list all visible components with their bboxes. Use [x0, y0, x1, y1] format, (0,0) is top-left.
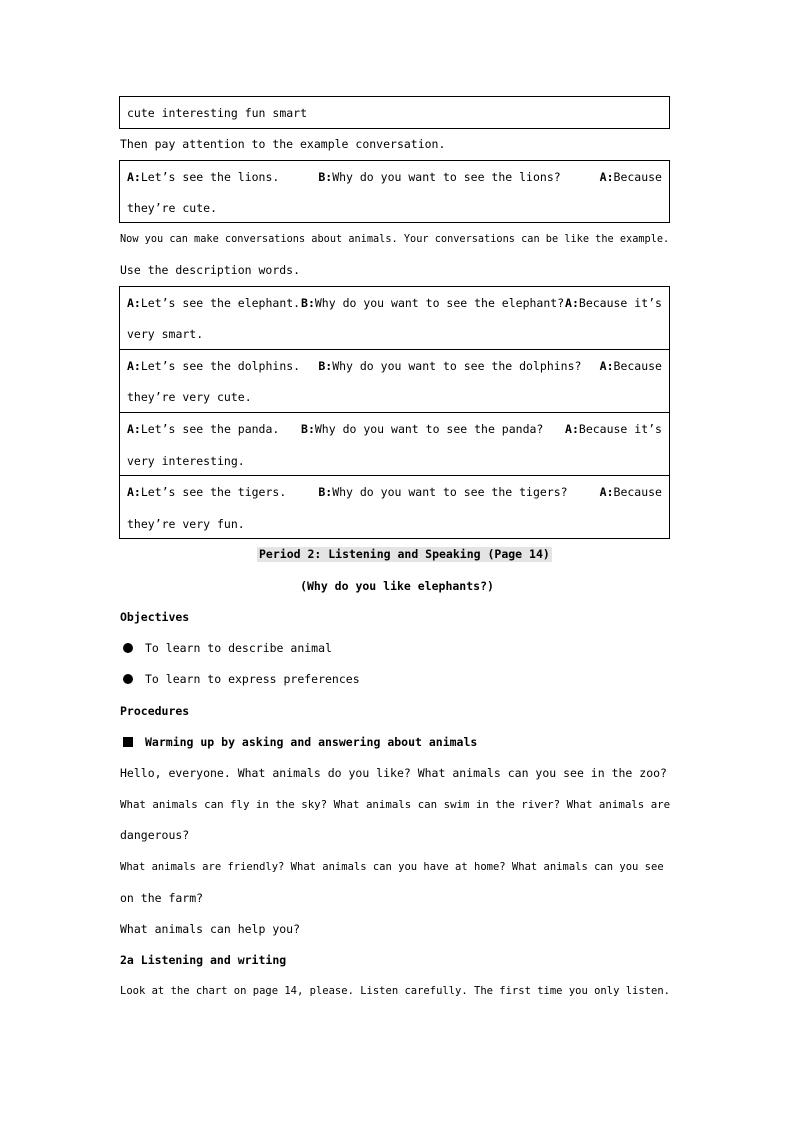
- speaker-a-text: Let’s see the lions.: [140, 170, 280, 184]
- instruction-line-2: Use the description words.: [120, 263, 301, 277]
- speaker-b-text: Why do you want to see the lions?: [332, 170, 561, 184]
- warmup-line: What animals can fly in the sky? What animals can swim in the river? What animals are: [120, 798, 671, 811]
- speaker-a-label: A:: [127, 422, 141, 436]
- speaker-a2-text: Because: [613, 170, 662, 184]
- speaker-a2-text: Because: [613, 485, 662, 499]
- conversation-row-1-line-2: very smart.: [127, 327, 204, 341]
- speaker-b-label: B:: [318, 170, 333, 184]
- example-line-2: they’re cute.: [127, 201, 218, 215]
- row-divider: [120, 412, 669, 413]
- speaker-a-label: A:: [127, 359, 141, 373]
- conversations-table: [119, 286, 670, 539]
- bullet-icon: [123, 674, 133, 684]
- example-line-1: [127, 170, 662, 185]
- warmup-heading-text: Warming up by asking and answering about animals: [145, 735, 478, 749]
- speaker-b-label: B:: [318, 359, 333, 373]
- speaker-a-text: Let’s see the elephant.: [140, 296, 301, 310]
- objective-item-2: [120, 672, 360, 687]
- row-divider: [120, 349, 669, 350]
- conversation-row-3-line-2: very interesting.: [127, 454, 245, 468]
- speaker-b-text: Why do you want to see the dolphins?: [332, 359, 582, 373]
- conversation-row-2-line-2: they’re very cute.: [127, 390, 252, 404]
- description-words: cute interesting fun smart: [127, 106, 308, 120]
- warmup-heading: [120, 735, 477, 750]
- speaker-a-label: A:: [127, 170, 141, 184]
- speaker-a2-text: Because: [613, 359, 662, 373]
- speaker-b-label: B:: [318, 485, 333, 499]
- description-words-box: [119, 96, 670, 129]
- period-title: Period 2: Listening and Speaking (Page 14): [259, 547, 550, 561]
- speaker-a2-label: A:: [599, 485, 614, 499]
- conversation-row-4-line-2: they’re very fun.: [127, 517, 245, 531]
- speaker-a-text: Let’s see the panda.: [140, 422, 280, 436]
- speaker-a2-label: A:: [599, 170, 614, 184]
- section-2a-text: Look at the chart on page 14, please. Listen carefully. The first time you only listen.: [120, 985, 670, 997]
- row-divider: [120, 475, 669, 476]
- speaker-b-text: Why do you want to see the panda?: [314, 422, 544, 436]
- warmup-line: dangerous?: [120, 828, 190, 842]
- example-conversation-box: [119, 160, 670, 223]
- speaker-a-text: Let’s see the tigers.: [140, 485, 287, 499]
- speaker-a2-label: A:: [565, 296, 579, 310]
- square-bullet-icon: [123, 737, 133, 747]
- speaker-b-label: B:: [301, 422, 315, 436]
- speaker-a2-label: A:: [565, 422, 579, 436]
- speaker-b-label: B:: [301, 296, 315, 310]
- bullet-icon: [123, 643, 133, 653]
- objective-text: To learn to describe animal: [145, 641, 332, 655]
- warmup-line: on the farm?: [120, 891, 204, 905]
- warmup-line: Hello, everyone. What animals do you like? What animals can you see in the zoo?: [120, 766, 667, 780]
- speaker-b-text: Why do you want to see the elephant?: [314, 296, 565, 310]
- conversation-row-2-line-1: [127, 359, 662, 374]
- objective-text: To learn to express preferences: [145, 672, 360, 686]
- section-2a-heading: 2a Listening and writing: [120, 953, 287, 967]
- conversation-row-3-line-1: [127, 422, 662, 437]
- procedures-heading: Procedures: [120, 704, 190, 718]
- speaker-b-text: Why do you want to see the tigers?: [332, 485, 568, 499]
- example-intro: Then pay attention to the example conversation.: [120, 137, 446, 151]
- warmup-line: What animals are friendly? What animals can you have at home? What animals can you see: [120, 861, 664, 873]
- objective-item-1: [120, 641, 332, 656]
- speaker-a-label: A:: [127, 485, 141, 499]
- speaker-a2-text: Because it’s: [578, 422, 662, 436]
- speaker-a-text: Let’s see the dolphins.: [140, 359, 301, 373]
- objectives-heading: Objectives: [120, 610, 190, 624]
- speaker-a2-text: Because it’s: [578, 296, 662, 310]
- instruction-line-1: Now you can make conversations about animals. Your conversations can be like the example.: [120, 233, 670, 245]
- speaker-a2-label: A:: [599, 359, 614, 373]
- conversation-row-1-line-1: [127, 296, 662, 311]
- warmup-line: What animals can help you?: [120, 922, 301, 936]
- speaker-a-label: A:: [127, 296, 141, 310]
- conversation-row-4-line-1: [127, 485, 662, 500]
- period-subtitle: (Why do you like elephants?): [300, 579, 494, 593]
